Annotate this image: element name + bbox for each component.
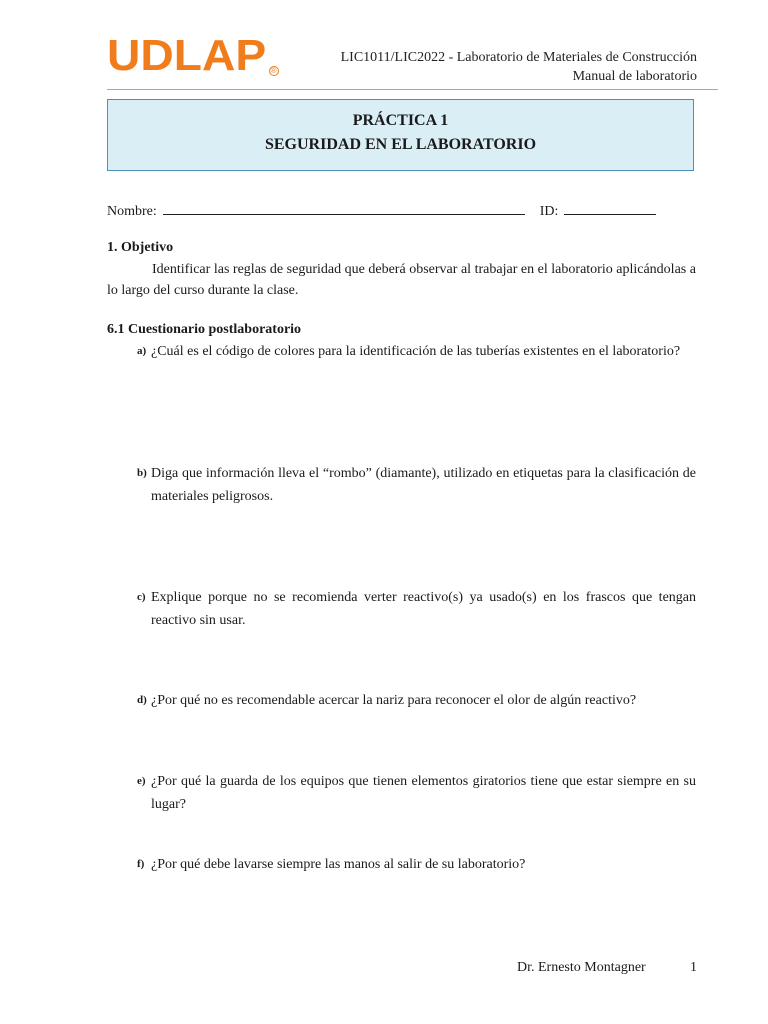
registered-mark: ®: [269, 66, 279, 76]
page-number: 1: [690, 960, 697, 975]
question-letter: b): [137, 467, 147, 479]
name-label: Nombre:: [107, 204, 157, 219]
manual-title: Manual de laboratorio: [572, 69, 697, 84]
practice-title-box: [107, 99, 694, 171]
question-b: [137, 462, 696, 508]
question-c: [137, 586, 696, 632]
questionnaire-heading: 6.1 Cuestionario postlaboratorio: [107, 322, 302, 337]
name-blank[interactable]: [163, 200, 525, 215]
objective-text: Identificar las reglas de seguridad que deberá observar al trabajar en el laboratorio aplicándolas a lo largo del curso durante la clase.: [107, 262, 696, 298]
question-text: Explique porque no se recomienda verter reactivo(s) ya usado(s) en los frascos que tengan reactivo sin usar.: [151, 590, 696, 628]
practice-title: SEGURIDAD EN EL LABORATORIO: [264, 136, 537, 153]
question-e: [137, 770, 696, 816]
question-letter: f): [137, 858, 145, 870]
header-divider: [107, 89, 718, 90]
objective-heading: 1. Objetivo: [107, 240, 174, 255]
question-text: ¿Por qué debe lavarse siempre las manos al salir de su laboratorio?: [151, 857, 526, 872]
document-header: [341, 48, 697, 86]
question-letter: a): [137, 345, 147, 357]
question-f: [137, 853, 696, 876]
question-text: ¿Cuál es el código de colores para la identificación de las tuberías existentes en el laboratorio?: [151, 344, 681, 359]
question-text: Diga que información lleva el “rombo” (diamante), utilizado en etiquetas para la clasificación de materiales peligrosos.: [151, 466, 696, 504]
question-letter: c): [137, 591, 146, 603]
logo-text: UDLAP: [107, 31, 267, 80]
id-label: ID:: [539, 204, 559, 219]
udlap-logo: [107, 31, 279, 80]
practice-number: PRÁCTICA 1: [352, 112, 449, 129]
student-info-line: [107, 200, 694, 220]
question-text: ¿Por qué no es recomendable acercar la nariz para reconocer el olor de algún reactivo?: [151, 693, 637, 708]
course-title: LIC1011/LIC2022 - Laboratorio de Materiales de Construcción: [340, 50, 697, 65]
question-text: ¿Por qué la guarda de los equipos que tienen elementos giratorios tiene que estar siempre en su lugar?: [151, 774, 696, 812]
question-d: [137, 689, 696, 712]
id-blank[interactable]: [564, 200, 656, 215]
question-letter: d): [137, 694, 147, 706]
question-letter: e): [137, 775, 146, 787]
question-a: [137, 340, 696, 363]
footer-author: Dr. Ernesto Montagner: [517, 960, 646, 975]
page-footer: [517, 960, 697, 976]
